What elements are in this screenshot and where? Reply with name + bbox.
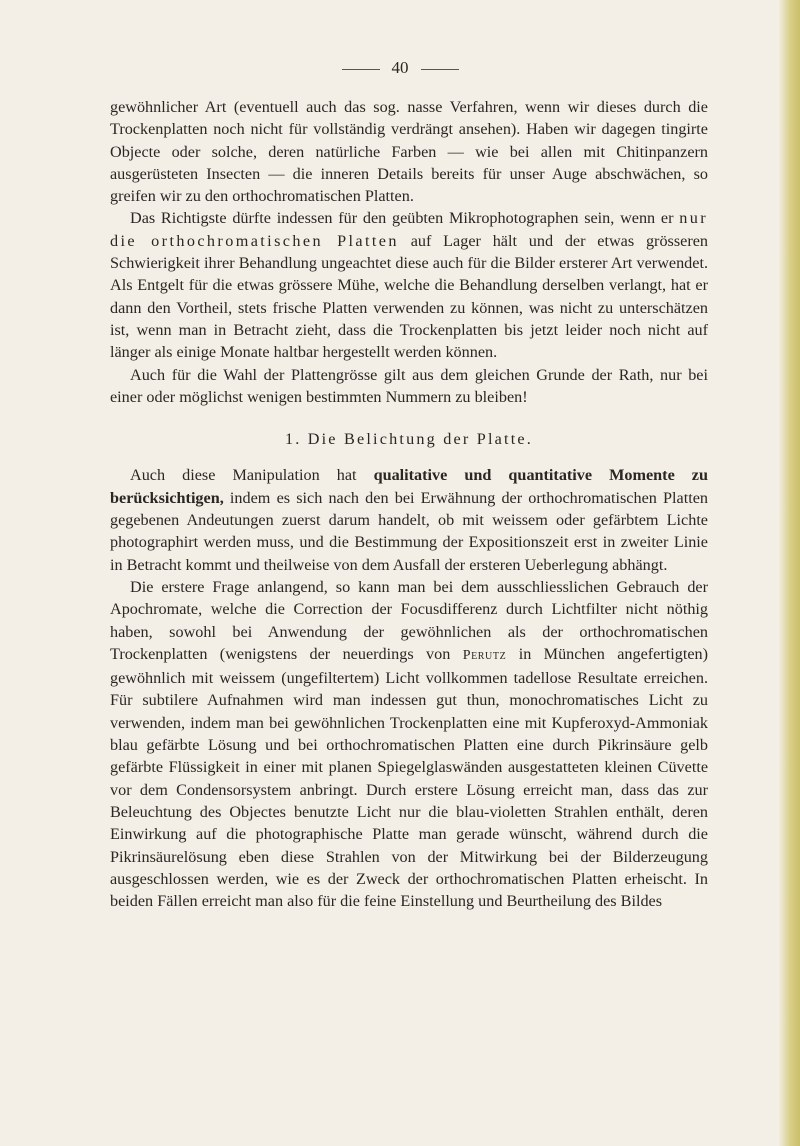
text-span: nur die orthochromatischen Platten	[110, 209, 708, 250]
page-number-line	[0, 58, 800, 78]
right-dash	[421, 69, 459, 70]
text-span: Auch für die Wahl der Plattengrösse gilt aus dem gleichen Grunde der Rath, nur bei einer oder möglichst wenigen bestimmten Nummern zu bleiben!	[110, 365, 708, 406]
text-span: auf Lager hält und der etwas grösseren Schwierigkeit ihrer Behandlung ungeachtet diese auch für die Bilder ersterer Art verwendet. Als Entgelt für die etwas grössere Mühe, welche die Behandlung derselben verlangt, hat er dann den Vortheil, stets frische Platten verwenden zu können, was nicht zu unterschätzen ist, wenn man in Betracht zieht, dass die Trockenplatten bis jetzt leider noch nicht auf länger als einige Monate haltbar hergestellt werden können.	[110, 231, 708, 362]
text-span: Perutz	[462, 647, 507, 663]
text-span: Das Richtigste dürfte indessen für den geübten Mikrophotographen sein, wenn er	[130, 209, 680, 228]
text-span: gewöhnlicher Art (eventuell auch das sog. nasse Verfahren, wenn wir dieses durch die Trockenplatten noch nicht für vollständig verdrängt ansehen). Haben wir dagegen tingirte Objecte oder solche, deren natürliche Farben — wie bei allen mit Chitinpanzern ausgerüsteten Insecten — die inneren Details bereits für unser Auge abschwächen, so greifen wir zu den orthochromatischen Platten.	[110, 98, 708, 206]
paragraph-p4	[110, 464, 708, 575]
paragraph-p1	[110, 96, 708, 207]
paragraph-p5	[110, 576, 708, 912]
text-span: Auch diese Manipulation hat	[130, 466, 374, 485]
text-span: Die erstere Frage anlangend, so kann man bei dem ausschliesslichen Gebrauch der Apochromate, welche die Correction der Focusdifferenz durch Lichtfilter nicht nöthig haben, sowohl bei Anwendung der gewöhnlichen als der orthochromatischen Trockenplatten (wenigstens der neuerdings von	[110, 577, 708, 663]
text-span: qualitative und quantitative Momente zu berücksichtigen,	[110, 466, 708, 507]
text-span: indem es sich nach den bei Erwähnung der orthochromatischen Platten gegebenen Andeutungen zuerst darum handelt, ob mit weissem oder gefärbtem Lichte photographirt werden muss, und die Bestimmung der Expositionszeit erst in zweiter Linie in Betracht kommt und theilweise von dem Ausfall der ersteren Ueberlegung abhängt.	[110, 488, 708, 574]
left-dash	[342, 69, 380, 70]
page-edge-stain	[778, 0, 800, 1146]
paragraph-p3	[110, 364, 708, 409]
body-text	[110, 96, 708, 912]
section-heading	[110, 428, 708, 450]
text-span: in München angefertigten) gewöhnlich mit weissem (ungefiltertem) Licht vollkommen tadellose Resultate erreichen. Für subtilere Aufnahmen wird man indessen gut thun, monochromatisches Licht zu verwenden, indem man bei gewöhnlichen Trockenplatten eine mit Kupferoxyd-Ammoniak blau gefärbte Lösung und bei orthochromatischen Platten eine durch Pikrinsäure gelb gefärbte Flüssigkeit in einer mit planen Spiegelglaswänden ausgestatteten kleinen Cüvette vor dem Condensorsystem anbringt. Durch erstere Lösung erreicht man, dass das zur Beleuchtung des Objectes benutzte Licht nur die blau-violetten Strahlen enthält, deren Einwirkung auf die photographische Platte man gerade wünscht, während durch die Pikrinsäurelösung eben diese Strahlen von der Mitwirkung bei der Bilderzeugung ausgeschlossen werden, wie es der Zweck der orthochromatischen Platten erheischt. In beiden Fällen erreicht man also für die feine Einstellung und Beurtheilung des Bildes	[110, 644, 708, 911]
page-number: 40	[391, 58, 409, 77]
text-span: 1. Die Belichtung der Platte.	[284, 430, 534, 449]
paragraph-p2	[110, 207, 708, 363]
